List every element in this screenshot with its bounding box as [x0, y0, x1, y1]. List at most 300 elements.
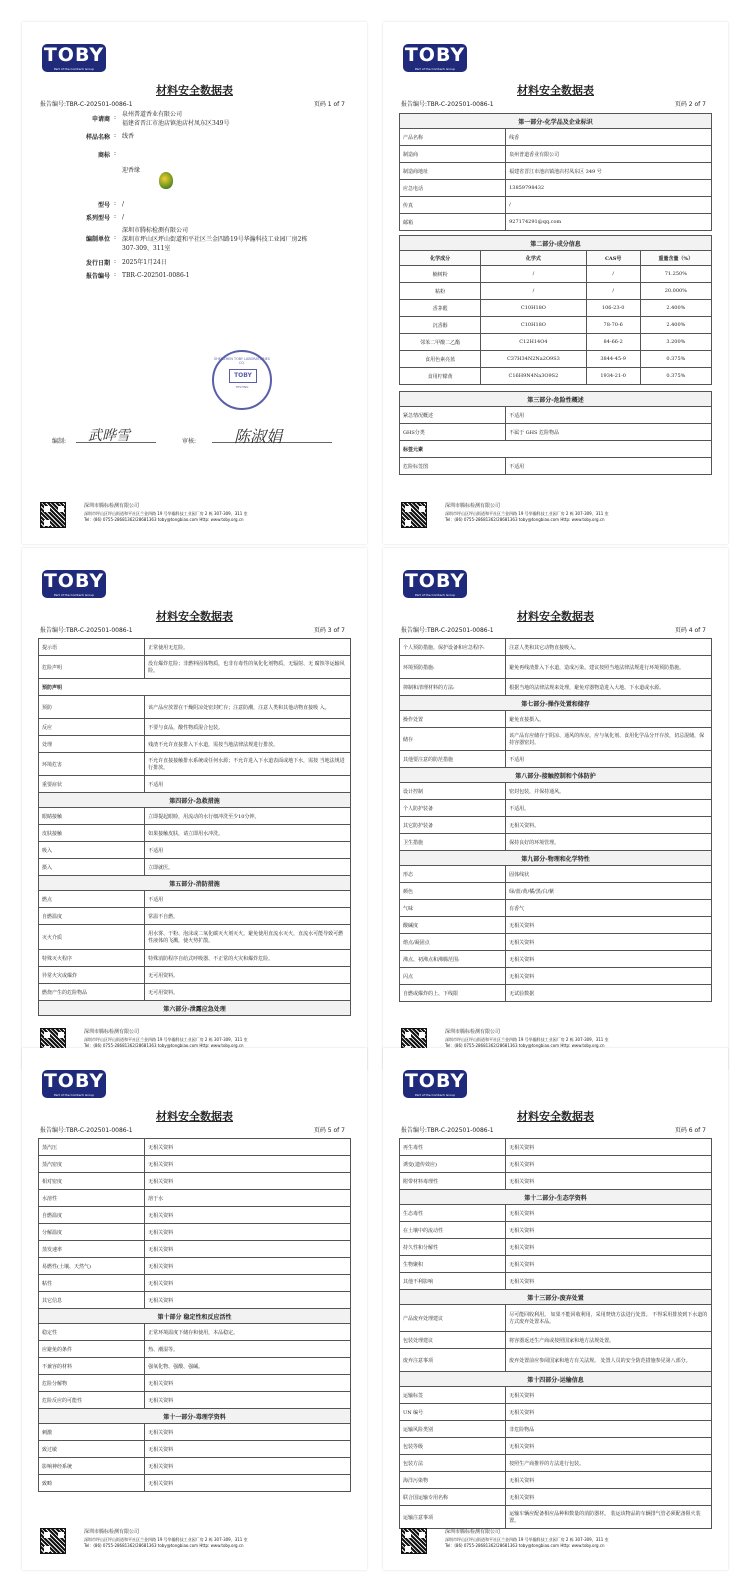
field-value: 无相关资料 — [506, 1404, 712, 1421]
id-table — [399, 113, 712, 231]
field-value: 无相关资料 — [506, 1489, 712, 1506]
field-label: 粘性 — [39, 1275, 145, 1292]
table-row — [39, 1241, 351, 1258]
field-value: 无相关资料 — [506, 934, 712, 951]
field-label: 相对密度 — [39, 1173, 145, 1190]
field-value: 不适用 — [145, 842, 351, 859]
field-label: 持久性和分解性 — [400, 1239, 506, 1256]
table-row — [39, 908, 351, 925]
table-row — [400, 180, 712, 197]
table-row — [400, 146, 712, 163]
field-value: 没有爆炸危险；非燃料固体物质，也非有毒性的氧化化剂物质，无辐射、无 腐蚀等运输风险。 — [145, 656, 351, 679]
field-label: 异常火灾或爆炸 — [39, 967, 145, 984]
field-value: 按照生产商推荐的方法进行包装。 — [506, 1455, 712, 1472]
field-value: 无相关资料 — [145, 1275, 351, 1292]
field-label: 反应 — [39, 719, 145, 736]
page-title: 材料安全数据表 — [517, 1110, 594, 1123]
table-row — [400, 800, 712, 817]
field-value: 预防声明 — [39, 679, 351, 696]
table-row — [39, 950, 351, 967]
field-label: 制造商地址 — [400, 163, 506, 180]
table-row — [39, 984, 351, 1001]
field-value: 注意人类和其它动物直接吸入。 — [506, 639, 712, 656]
field-value: 1934-21-0 — [586, 368, 640, 385]
field-value: 0.375% — [640, 351, 711, 368]
table-row — [400, 679, 712, 696]
report-number: 报告编号:TBR-C-202501-0086-1 — [401, 627, 494, 634]
table-row — [400, 1455, 712, 1472]
footer: 深圳市腾标检测有限公司 深圳市坪山区坪山街道和平社区兰金四路 19 号华瀚科技工业园厂房 2 栋 307-309、311 室 Tel：(86) 0755-28681362/28681363 toby@tongbiao.com Http: www.toby.org.cn — [401, 1028, 711, 1054]
page-title: 材料安全数据表 — [156, 84, 233, 97]
field-value: 尽可能回收利用。 如果不能回收利用，采用焚烧方法进行处置。 不得采用排放到下水道的方式废弃处置本品。 — [506, 1305, 712, 1332]
section-heading: 第二部分-成分信息 — [400, 236, 712, 251]
field-label: 附带材料毒理性 — [400, 1173, 506, 1190]
table-row — [400, 934, 712, 951]
field-value: 无相关资料 — [145, 1441, 351, 1458]
field-label: 影响神经系统 — [39, 1458, 145, 1475]
field-label: 蒸发速率 — [39, 1241, 145, 1258]
report-number: 报告编号:TBR-C-202501-0086-1 — [40, 627, 133, 634]
field-label: 联合国运输专用名称 — [400, 1489, 506, 1506]
field-value: / — [586, 266, 640, 283]
field-value: 无相关资料 — [506, 1472, 712, 1489]
table-row — [39, 1358, 351, 1375]
field-value: 邻苯二甲酸二乙酯 — [400, 334, 481, 351]
toby-logo: TOBY Part of the Comtech Group — [404, 1070, 466, 1097]
field-value: 13859798432 — [506, 180, 712, 197]
field-value: 重量含量（%） — [640, 251, 711, 266]
table-row — [400, 1472, 712, 1489]
field-label: 环境预防措施: — [400, 656, 506, 679]
table-row — [39, 1375, 351, 1392]
table-row — [39, 1207, 351, 1224]
field-value: 无相关资料 — [145, 1241, 351, 1258]
field-value: 0.375% — [640, 368, 711, 385]
field-value: 无相关资料 — [145, 1458, 351, 1475]
field-value: 溶于水 — [145, 1190, 351, 1207]
field-label: 运输注意事项 — [400, 1506, 506, 1529]
table-row — [39, 1173, 351, 1190]
table-row — [39, 753, 351, 776]
field-label: 闪点 — [400, 968, 506, 985]
field-label: 形态 — [400, 866, 506, 883]
table-row — [400, 1156, 712, 1173]
field-value: 运输车辆应配备相应品种和数量的消防器材。 装运该物品的车辆排气管必须配备阻火装置。 — [506, 1506, 712, 1529]
qr-code-icon — [401, 1528, 427, 1554]
field-value: 20.000% — [640, 283, 711, 300]
table-row — [400, 1273, 712, 1290]
field-value: 常温不自燃。 — [145, 908, 351, 925]
ecology-table — [399, 1138, 712, 1529]
field-label: 抑制和清理材料的方法: — [400, 679, 506, 696]
field-label: 稳定性 — [39, 1324, 145, 1341]
editor-signature: 武晔雪 — [88, 428, 130, 444]
table-row — [400, 968, 712, 985]
field-value: 无相关资料 — [145, 1258, 351, 1275]
field-label: GHS分类 — [400, 424, 506, 441]
field-label: 产品废弃处理建议 — [400, 1305, 506, 1332]
table-row — [400, 1506, 712, 1529]
footer: 深圳市腾标检测有限公司 深圳市坪山区坪山街道和平社区兰金四路 19 号华瀚科技工业园厂房 2 栋 307-309、311 室 Tel：(86) 0755-28681362/28681363 toby@tongbiao.com Http: www.toby.org.cn — [40, 502, 350, 528]
field-value: 不适用 — [145, 891, 351, 908]
field-value: 香茅醛 — [400, 300, 481, 317]
table-row — [400, 214, 712, 231]
field-label: 提示语 — [39, 639, 145, 656]
toby-logo: TOBY Part of the Comtech Group — [43, 570, 105, 597]
field-value: 不适用。 — [506, 800, 712, 817]
field-value: 无试验数据 — [506, 985, 712, 1002]
table-row — [400, 1139, 712, 1156]
field-label: 再生毒性 — [400, 1139, 506, 1156]
field-label: 熔点/凝固点 — [400, 934, 506, 951]
field-label: 包装方法 — [400, 1455, 506, 1472]
field-value: 无相关资料 — [145, 1173, 351, 1190]
field-value: 无相关资料 — [145, 1139, 351, 1156]
page-title: 材料安全数据表 — [517, 84, 594, 97]
table-row — [39, 825, 351, 842]
field-value: 无相关资料 — [506, 917, 712, 934]
field-value: 固体线状 — [506, 866, 712, 883]
table-row — [400, 1256, 712, 1273]
field-label: 致畸 — [39, 1475, 145, 1492]
footer: 深圳市腾标检测有限公司 深圳市坪山区坪山街道和平社区兰金四路 19 号华瀚科技工业园厂房 2 栋 307-309、311 室 Tel：(86) 0755-28681362/28681363 toby@tongbiao.com Http: www.toby.org.cn — [401, 502, 711, 528]
table-row — [400, 283, 712, 300]
table-row — [400, 1404, 712, 1421]
table-row — [39, 1341, 351, 1358]
toby-logo: TOBY Part of the Comtech Group — [43, 44, 105, 71]
reviewer-signature: 陈淑娟 — [234, 427, 283, 446]
field-label: 危险分解物 — [39, 1375, 145, 1392]
table-row — [39, 1139, 351, 1156]
editor-label: 编制: — [52, 438, 67, 445]
field-value: 食用柠檬黄 — [400, 368, 481, 385]
table-row — [39, 1424, 351, 1441]
section-heading: 第十一部分-毒理学资料 — [39, 1409, 351, 1424]
field-value: CAS号 — [586, 251, 640, 266]
section-heading: 第十三部分-废弃处置 — [400, 1290, 712, 1305]
field-value: 无相关资料 — [145, 1224, 351, 1241]
table-row — [400, 711, 712, 728]
section-heading: 第一部分-化学品及企业标识 — [400, 114, 712, 129]
qr-code-icon — [40, 502, 66, 528]
table-row — [39, 639, 351, 656]
table-row — [39, 1156, 351, 1173]
field-value: 避免再线渣排入下水道，造成污染。建议按照当地法律法规进行环境预防措施。 — [506, 656, 712, 679]
field-label: 其它防护装备 — [400, 817, 506, 834]
table-row — [39, 736, 351, 753]
field-value: 无相关资料 — [506, 951, 712, 968]
field-label: 刺激 — [39, 1424, 145, 1441]
table-row — [400, 266, 712, 283]
table-row — [39, 925, 351, 950]
table-row — [400, 334, 712, 351]
field-value: C10H18O — [481, 300, 586, 317]
field-value: 无相关资料 — [506, 1156, 712, 1173]
field-value: 无相关资料 — [506, 1222, 712, 1239]
field-value: 密封包装，并保持通风。 — [506, 783, 712, 800]
page-4 — [383, 548, 728, 1070]
field-value: 无相关资料 — [145, 1475, 351, 1492]
field-label: 运输风险类别 — [400, 1421, 506, 1438]
field-value: 927174291@qq.com — [506, 214, 712, 231]
field-value: 立即提起眼睑，用流动的水行细冲洗至少10分钟。 — [145, 808, 351, 825]
field-label: 自燃温度 — [39, 1207, 145, 1224]
field-label: 沸点、初沸点和沸腾范围: — [400, 951, 506, 968]
table-row — [400, 1489, 712, 1506]
field-value: 无可用资料。 — [145, 984, 351, 1001]
table-row — [400, 1349, 712, 1372]
page-title: 材料安全数据表 — [517, 610, 594, 623]
field-value: 无相关资料 — [506, 1173, 712, 1190]
field-value: 无相关资料 — [145, 1392, 351, 1409]
table-row — [400, 163, 712, 180]
field-label: 蒸汽压 — [39, 1139, 145, 1156]
table-row — [400, 834, 712, 851]
field-label: 燃点 — [39, 891, 145, 908]
field-value: 正常使用无危险。 — [145, 639, 351, 656]
table-row — [39, 1475, 351, 1492]
field-value: 无相关资料 — [145, 1207, 351, 1224]
field-label: 应避免的条件 — [39, 1341, 145, 1358]
toby-logo: TOBY Part of the Comtech Group — [43, 1070, 105, 1097]
field-label: 危险声明 — [39, 656, 145, 679]
field-label: 在土壤中的流动性 — [400, 1222, 506, 1239]
table-row — [400, 197, 712, 214]
field-label: 燃烧产生的危险物品 — [39, 984, 145, 1001]
field-value: 根据当地的法律法规来处理，避免对器物造进入大地、下水道或水源。 — [506, 679, 712, 696]
table-row — [39, 1441, 351, 1458]
field-value: C12H14O4 — [481, 334, 586, 351]
field-value: 不适用 — [506, 407, 712, 424]
field-value: 不适用 — [145, 776, 351, 793]
section-heading: 第六部分-泄露应急处理 — [39, 1001, 351, 1016]
section-heading: 第七部分-操作处置和储存 — [400, 696, 712, 711]
field-value: 无相关资料 — [506, 1387, 712, 1404]
field-value: 84-66-2 — [586, 334, 640, 351]
field-value: 无相关资料 — [506, 968, 712, 985]
table-row — [39, 1324, 351, 1341]
field-label: 重要症状 — [39, 776, 145, 793]
field-label: 特殊灭火程序 — [39, 950, 145, 967]
field-value: 不适用 — [506, 458, 712, 475]
table-row — [400, 424, 712, 441]
trademark-logo-icon — [159, 172, 173, 189]
field-value: 避免直接摄入。 — [506, 711, 712, 728]
composition-table — [399, 235, 712, 385]
field-value: 沉香醇 — [400, 317, 481, 334]
field-value: 特殊消防程序自给式呼吸器、不正常的火灾和爆炸危险。 — [145, 950, 351, 967]
field-label: 运输标签 — [400, 1387, 506, 1404]
field-value: 热、潮湿等。 — [145, 1341, 351, 1358]
table-row — [400, 783, 712, 800]
section-heading: 第九部分-物理和化学特性 — [400, 851, 712, 866]
table-row — [400, 1438, 712, 1455]
table-row — [39, 776, 351, 793]
field-label: 个人防护装备 — [400, 800, 506, 817]
table-row — [39, 1292, 351, 1309]
field-label: 卫生措施 — [400, 834, 506, 851]
field-value: 无相关资料。 — [506, 817, 712, 834]
page-6 — [383, 1048, 728, 1570]
field-label: 海洋污染物 — [400, 1472, 506, 1489]
field-label: 危险反应的可能性 — [39, 1392, 145, 1409]
table-row — [39, 967, 351, 984]
field-value: 该产品有应储存于阴凉、通风的库房。应与氧化剂、食用化学品分开存放，切忌混储，保持容器密封。 — [506, 728, 712, 751]
page-number: 页码 3 of 7 — [313, 627, 345, 634]
field-value: 线香 — [506, 129, 712, 146]
field-label: 其他不利影响 — [400, 1273, 506, 1290]
table-row — [39, 1258, 351, 1275]
table-row — [400, 900, 712, 917]
field-label: 蒸汽密度 — [39, 1156, 145, 1173]
table-row — [39, 842, 351, 859]
field-label: 传真 — [400, 197, 506, 214]
table-row — [39, 891, 351, 908]
page-3 — [22, 548, 367, 1070]
field-value: 71.250% — [640, 266, 711, 283]
field-value: 106-23-0 — [586, 300, 640, 317]
page-1: TOBY Part of the Comtech Group 材料安全数据表 报告编号:TBR-C-202501-0086-1 页码 1 of 7 申请商 : 泉州普道香业有限公司 福建省晋江市池店镇池店村凤东区349号 样品名称 : 线香 商标 : 迎香缘 型号 : / 系列型号 : / 编制单位 : 深圳市腾标检测有限公司 深圳市坪山区坪山街道和平社区兰金四路19号华瀚科技工业园厂房2栋 307-309、311室 发行日期 : 2025年1月24日 报告编号 : TBR-C-202501-0086-1 SHENZHEN TOBY LABORATORIES CO. TOBY TESTING 编制: 武晔雪 审核: 陈淑娟 深圳市腾标检测有限公司 深圳市坪山区坪山街道和平社区兰金四路 19 号华瀚科技工业园厂房 2 栋 307-309、311 室 Tel：(86) 0755-28681362/28681363 toby@tongbiao.com Http: www.toby.org.cn — [22, 22, 367, 544]
field-label: 包装等级 — [400, 1438, 506, 1455]
field-label: 其它信息 — [39, 1292, 145, 1309]
field-label: 摄入 — [39, 859, 145, 876]
table-row — [400, 883, 712, 900]
table-row — [400, 656, 712, 679]
field-value: 3.200% — [640, 334, 711, 351]
field-value: 非危险物品 — [506, 1421, 712, 1438]
field-label: 诱变(遗传效应) — [400, 1156, 506, 1173]
section-heading: 第十四部分-运输信息 — [400, 1372, 712, 1387]
field-value: C37H34N2Na2O9S3 — [481, 351, 586, 368]
table-row — [400, 1173, 712, 1190]
field-value: 无相关资料 — [145, 1375, 351, 1392]
field-label: 产品名称 — [400, 129, 506, 146]
hazard-cont-table — [38, 638, 351, 1016]
field-value: / — [506, 197, 712, 214]
field-label: 其他要注意的防范措施 — [400, 751, 506, 768]
page-number: 页码 1 of 7 — [313, 101, 345, 108]
section-heading: 第八部分-接触控制和个体防护 — [400, 768, 712, 783]
table-row — [400, 1205, 712, 1222]
table-row — [39, 808, 351, 825]
field-value: 绿/蓝/黄/橘/黑/白/紫 — [506, 883, 712, 900]
field-label: 邮箱 — [400, 214, 506, 231]
field-label: 危险标签图 — [400, 458, 506, 475]
field-value: 立即就医。 — [145, 859, 351, 876]
section-heading: 第十部分 稳定性和反应活性 — [39, 1309, 351, 1324]
table-row — [400, 817, 712, 834]
field-label: 颜色 — [400, 883, 506, 900]
field-value: 废弃处置前应参阅国家和地方有关法规。 处置人员的安全防范措施参见第八部分。 — [506, 1349, 712, 1372]
qr-code-icon — [401, 502, 427, 528]
field-label: 生态毒性 — [400, 1205, 506, 1222]
table-row — [400, 1305, 712, 1332]
field-label: 分解温度 — [39, 1224, 145, 1241]
table-row — [400, 866, 712, 883]
footer: 深圳市腾标检测有限公司 深圳市坪山区坪山街道和平社区兰金四路 19 号华瀚科技工业园厂房 2 栋 307-309、311 室 Tel：(86) 0755-28681362/28681363 toby@tongbiao.com Http: www.toby.org.cn — [40, 1028, 350, 1054]
table-row — [400, 317, 712, 334]
table-row — [400, 407, 712, 424]
table-row — [39, 719, 351, 736]
field-value: C16H9N4Na3O9S2 — [481, 368, 586, 385]
table-row — [39, 696, 351, 719]
table-row — [400, 368, 712, 385]
page-2 — [383, 22, 728, 544]
field-label: 易燃性(土壤、天然气) — [39, 1258, 145, 1275]
field-label: 应急电话 — [400, 180, 506, 197]
field-value: 福建省晋江市池店镇池店村凤东区 349 号 — [506, 163, 712, 180]
field-value: 不属于 GHS 危险物品 — [506, 424, 712, 441]
page-number: 页码 5 of 7 — [313, 1127, 345, 1134]
field-label: 储存 — [400, 728, 506, 751]
field-value: 食用色素亮蓝 — [400, 351, 481, 368]
field-value: 将容器返还生产商或按照国家和地方法规处置。 — [506, 1332, 712, 1349]
field-value: 用水雾、干粉、泡沫或二氧化碳灭火剂灭火。避免使用直流水灭火，直流水可能导致可燃性液体的飞溅，使火势扩散。 — [145, 925, 351, 950]
field-value: 2.400% — [640, 317, 711, 334]
field-value: 正常环境温度下储存和使用，本品稳定。 — [145, 1324, 351, 1341]
toby-logo: TOBY Part of the Comtech Group — [404, 44, 466, 71]
field-value: 不要与食品，酸性物质混合包装。 — [145, 719, 351, 736]
table-row — [400, 951, 712, 968]
field-value: 不允许直接接触排水系统或任何水源；不允许进入下水道表面或地下水，需按 当地法规进行排放。 — [145, 753, 351, 776]
field-value: 粘粉 — [400, 283, 481, 300]
table-row — [400, 1387, 712, 1404]
toby-logo: TOBY Part of the Comtech Group — [404, 570, 466, 597]
page-number: 页码 6 of 7 — [674, 1127, 706, 1134]
field-label: 气味 — [400, 900, 506, 917]
field-value: 强氧化物、强酸、强碱。 — [145, 1358, 351, 1375]
report-number: 报告编号:TBR-C-202501-0086-1 — [40, 1127, 133, 1134]
table-row — [39, 1224, 351, 1241]
field-value: 化学式 — [481, 251, 586, 266]
field-value: 有香气 — [506, 900, 712, 917]
field-label: 酸碱度 — [400, 917, 506, 934]
field-label: 包装处理建议 — [400, 1332, 506, 1349]
table-row — [400, 351, 712, 368]
page-title: 材料安全数据表 — [156, 610, 233, 623]
field-value: 该产品应放置在干燥阴凉处密封贮存；注意防潮，注意人类和其他动物直接吸 入。 — [145, 696, 351, 719]
field-label: 眼睛接触 — [39, 808, 145, 825]
field-label: 设计控制 — [400, 783, 506, 800]
field-label: 吸入 — [39, 842, 145, 859]
table-row — [39, 1458, 351, 1475]
footer: 深圳市腾标检测有限公司 深圳市坪山区坪山街道和平社区兰金四路 19 号华瀚科技工业园厂房 2 栋 307-309、311 室 Tel：(86) 0755-28681362/28681363 toby@tongbiao.com Http: www.toby.org.cn — [401, 1528, 711, 1554]
field-label: 处理 — [39, 736, 145, 753]
field-value: 无相关资料 — [145, 1292, 351, 1309]
report-number: 报告编号:TBR-C-202501-0086-1 — [401, 101, 494, 108]
table-row — [400, 1222, 712, 1239]
section-heading: 第四部分-急救措施 — [39, 793, 351, 808]
field-value: 如果接触皮肤，请立即用水冲洗。 — [145, 825, 351, 842]
section-heading: 第五部分-消防措施 — [39, 876, 351, 891]
table-row — [400, 458, 712, 475]
field-label: 生物聚积 — [400, 1256, 506, 1273]
field-label: 个人预防措施、保护设备和应急程序: — [400, 639, 506, 656]
company-seal: SHENZHEN TOBY LABORATORIES CO. TOBY TESTING — [212, 350, 272, 410]
field-label: 制造商 — [400, 146, 506, 163]
table-row — [400, 1332, 712, 1349]
field-label: 操作处置 — [400, 711, 506, 728]
table-row — [400, 129, 712, 146]
report-number: 报告编号:TBR-C-202501-0086-1 — [40, 101, 133, 108]
field-value: 无相关资料 — [506, 1239, 712, 1256]
table-row — [400, 985, 712, 1002]
table-row — [39, 859, 351, 876]
field-label: 环境危害 — [39, 753, 145, 776]
field-value: C10H18O — [481, 317, 586, 334]
table-row — [400, 639, 712, 656]
field-value: 泉州普道香业有限公司 — [506, 146, 712, 163]
